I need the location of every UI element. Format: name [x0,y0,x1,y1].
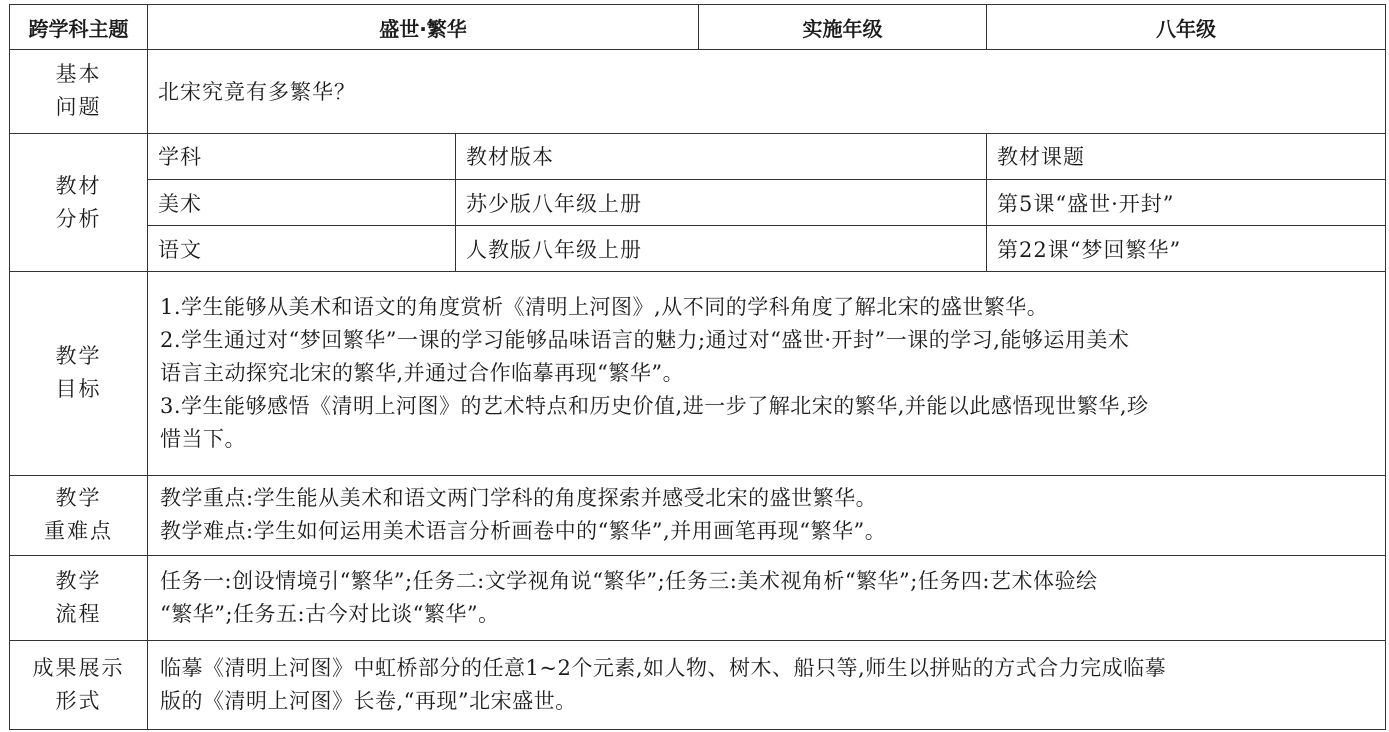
teaching-process-label: 教学 流程 [10,555,148,640]
grade-label: 实施年级 [699,5,987,50]
textbook-col-subject: 学科 [148,133,456,179]
textbook-col-edition: 教材版本 [456,133,987,179]
grade-value: 八年级 [987,5,1386,50]
teaching-goals-row [10,272,1386,475]
teaching-process-row [10,555,1386,640]
theme-label: 跨学科主题 [10,5,148,50]
teaching-goals-text: 1.学生能够从美术和语文的角度赏析《清明上河图》,从不同的学科角度了解北宋的盛世繁华。 2.学生通过对“梦回繁华”一课的学习能够品味语言的魅力;通过对“盛世·开封”一课的学习,能够运用美术 语言主动探究北宋的繁华,并通过合作临摹再现“繁华”。 3.学生能够感悟《清明上河图》的艺术特点和历史价值,进一步了解北宋的繁华,并能以此感悟现世繁华,珍 惜当下。 [148,272,1386,475]
basic-question-row [10,50,1386,133]
basic-question-label: 基本 问题 [10,50,148,133]
table-row [10,179,1386,225]
textbook-edition-cell: 苏少版八年级上册 [456,179,987,225]
key-points-row [10,475,1386,555]
outcome-row [10,641,1386,730]
header-row [10,5,1386,50]
textbook-subject-cell: 美术 [148,179,456,225]
key-points-text: 教学重点:学生能从美术和语文两门学科的角度探索并感受北宋的盛世繁华。 教学难点:学生如何运用美术语言分析画卷中的“繁华”,并用画笔再现“繁华”。 [148,475,1386,555]
lesson-plan-table [9,4,1386,730]
table-row [10,226,1386,272]
textbook-lesson-cell: 第22课“梦回繁华” [987,226,1386,272]
outcome-text: 临摹《清明上河图》中虹桥部分的任意1~2个元素,如人物、树木、船只等,师生以拼贴的方式合力完成临摹 版的《清明上河图》长卷,“再现”北宋盛世。 [148,641,1386,730]
textbook-lesson-cell: 第5课“盛世·开封” [987,179,1386,225]
textbook-header-row [10,133,1386,179]
teaching-process-text: 任务一:创设情境引“繁华”;任务二:文学视角说“繁华”;任务三:美术视角析“繁华”;任务四:艺术体验绘 “繁华”;任务五:古今对比谈“繁华”。 [148,555,1386,640]
textbook-analysis-label: 教材 分析 [10,133,148,272]
textbook-edition-cell: 人教版八年级上册 [456,226,987,272]
outcome-label: 成果展示 形式 [10,641,148,730]
basic-question-text: 北宋究竟有多繁华？ [148,50,1386,133]
key-points-label: 教学 重难点 [10,475,148,555]
textbook-subject-cell: 语文 [148,226,456,272]
theme-value: 盛世·繁华 [148,5,699,50]
textbook-col-lesson: 教材课题 [987,133,1386,179]
teaching-goals-label: 教学 目标 [10,272,148,475]
